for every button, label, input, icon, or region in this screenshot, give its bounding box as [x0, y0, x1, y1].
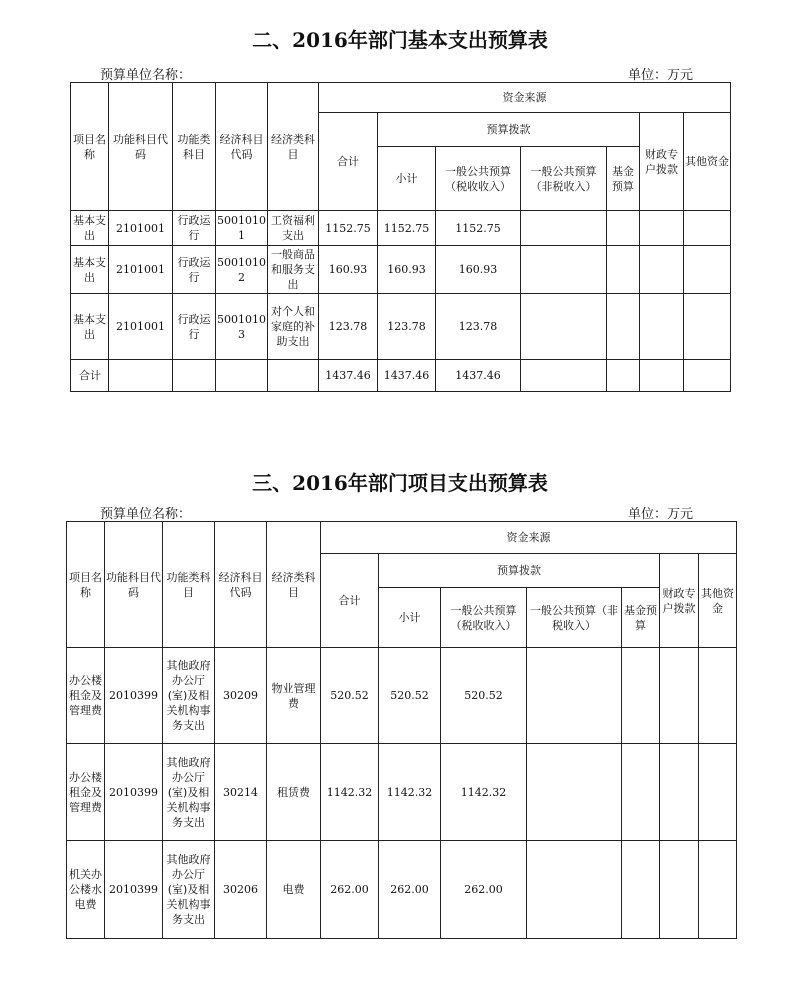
- table-row: 办公楼租金及管理费 2010399 其他政府办公厅(室)及相关机构事务支出 30209 物业管理费 520.52 520.52 520.52: [67, 648, 737, 744]
- header-fiscal-special: 财政专户拨款: [640, 113, 684, 211]
- header-budget-allocation: 预算拨款: [379, 554, 660, 588]
- table-row: 办公楼租金及管理费 2010399 其他政府办公厅(室)及相关机构事务支出 30214 租赁费 1142.32 1142.32 1142.32: [67, 744, 737, 841]
- header-general-tax: 一般公共预算（税收收入）: [441, 588, 527, 648]
- section3-title: 三、2016年部门项目支出预算表: [252, 471, 548, 495]
- header-other-funds: 其他资金: [684, 113, 731, 211]
- header-func-type: 功能类科目: [163, 522, 215, 648]
- header-econ-type: 经济类科目: [267, 522, 321, 648]
- header-other-funds: 其他资金: [699, 554, 737, 648]
- header-func-code: 功能科目代码: [105, 522, 163, 648]
- header-func-type: 功能类科目: [173, 83, 216, 211]
- section2-unit-label: 单位：万元: [628, 68, 694, 83]
- header-fiscal-special: 财政专户拨款: [660, 554, 699, 648]
- header-budget-allocation: 预算拨款: [378, 113, 640, 147]
- header-total: 合计: [321, 554, 379, 648]
- header-project-name: 项目名称: [67, 522, 105, 648]
- table-row: 基本支出 2101001 行政运行 50010102 一般商品和服务支出 160.93 160.93 160.93: [71, 246, 731, 294]
- header-econ-type: 经济类科目: [268, 83, 319, 211]
- header-general-tax: 一般公共预算（税收收入）: [436, 147, 521, 211]
- header-general-nontax: 一般公共预算（非税收入）: [527, 588, 622, 648]
- header-subtotal: 小计: [378, 147, 436, 211]
- section2-unit-name-label: 预算单位名称：: [100, 68, 192, 83]
- section3-unit-name-label: 预算单位名称：: [100, 507, 192, 522]
- project-expense-table: [66, 521, 737, 939]
- header-fund-budget: 基金预算: [622, 588, 660, 648]
- section3-unit-label: 单位：万元: [628, 507, 694, 522]
- header-general-nontax: 一般公共预算（非税收入）: [521, 147, 607, 211]
- header-subtotal: 小计: [379, 588, 441, 648]
- sum-label: 合计: [71, 360, 109, 392]
- header-fund-source: 资金来源: [321, 522, 737, 554]
- header-econ-code: 经济科目代码: [215, 522, 267, 648]
- basic-expense-table: [70, 82, 731, 392]
- sum-row: 合计 1437.46 1437.46 1437.46: [71, 360, 731, 392]
- header-fund-source: 资金来源: [319, 83, 731, 113]
- table-row: 机关办公楼水电费 2010399 其他政府办公厅(室)及相关机构事务支出 30206 电费 262.00 262.00 262.00: [67, 841, 737, 939]
- header-project-name: 项目名称: [71, 83, 109, 211]
- header-fund-budget: 基金预算: [607, 147, 640, 211]
- header-total: 合计: [319, 113, 378, 211]
- section2-title: 二、2016年部门基本支出预算表: [252, 28, 548, 52]
- table-row: 基本支出 2101001 行政运行 50010101 工资福利支出 1152.75 1152.75 1152.75: [71, 211, 731, 246]
- table-row: 基本支出 2101001 行政运行 50010103 对个人和家庭的补助支出 123.78 123.78 123.78: [71, 294, 731, 360]
- header-func-code: 功能科目代码: [109, 83, 173, 211]
- header-econ-code: 经济科目代码: [216, 83, 268, 211]
